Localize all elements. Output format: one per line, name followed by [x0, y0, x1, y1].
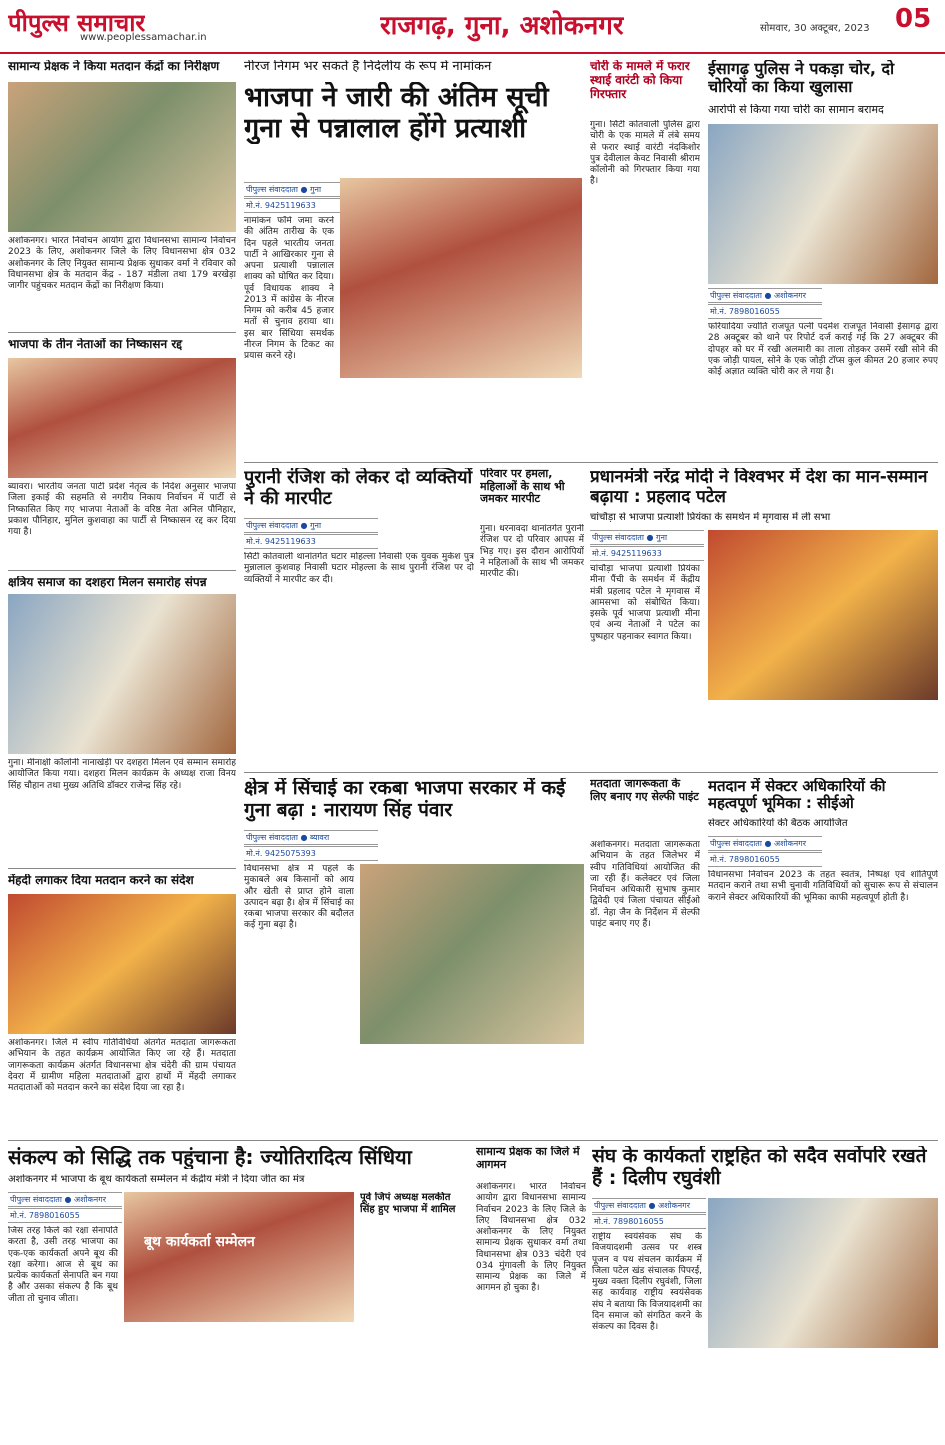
article-body: अशोकनगर। भारत निर्वाचन आयोग द्वारा विधानसभा सामान्य निर्वाचन 2023 के लिए, अशोकनगर जिले के लिए विधानसभा क्षेत्र 032 अशोकनगर के लिए नियुक्त सामान्य प्रेक्षक सुधाकर वर्मा ने रविवार को विधानसभा क्षेत्र के मतदान केंद्र - 187 मंडीला तथा 179 बरखेड़ा जागीर पहुंचकर मतदान केंद्रों का निरीक्षण किया। [8, 236, 236, 291]
news-photo [124, 1192, 354, 1322]
headline: सामान्य प्रेक्षक का जिले में आगमन [476, 1146, 580, 1171]
headline: पुरानी रंजिश को लेकर दो व्यक्तियों ने की मारपीट [244, 468, 473, 509]
article-body: अशोकनगर। मतदाता जागरूकता अभियान के तहत जिलेभर में स्वीप गतिविधियां आयोजित की जा रही हैं। कलेक्टर एवं जिला निर्वाचन अधिकारी सुभाष कुमार द्विवेदी एवं जिला पंचायत सीईओ डॉ. नेहा जैन के निर्देशन में सेल्फी पाइंट बनाए गए हैं। [590, 840, 700, 929]
story-observer-arrival [476, 1146, 586, 1442]
headline: परिवार पर हमला, महिलाओं के साथ भी जमकर मारपीट [480, 468, 565, 506]
masthead [0, 0, 945, 54]
byline: पीपुल्स संवाददाता ● अशोकनगर [708, 836, 822, 851]
website-url[interactable]: www.peoplessamachar.in [80, 32, 207, 43]
article-body: राष्ट्रीय स्वयंसेवक संघ के विजयादशमी उत्सव पर शस्त्र पूजन व पथ संचलन कार्यक्रम में जिला पटेल खंड संचालक पिपरई, मुख्य वक्ता दिलीप रघुवंशी, जिला सह कार्यवाह राष्ट्रीय स्वयंसेवक संघ ने बताया कि विजयादशमी का दिन समाज को संगठित करने के संकल्प का दिवस है। [592, 1232, 702, 1332]
headline: क्षत्रिय समाज का दशहरा मिलन समारोह संपन्न [8, 576, 207, 589]
headline: मतदाता जागरूकता के लिए बनाए गए सेल्फी पाइंट [590, 778, 699, 803]
article-body: अशोकनगर। जिले में स्वीप गतिविधियों अंतर्गत मतदाता जागरूकता अभियान के तहत कार्यक्रम आयोजित किए जा रहे हैं। मतदाता जागरूकता कार्यक्रम अंतर्गत विधानसभा क्षेत्र चंदेरी की ग्राम पंचायत देवरा में ग्रामीण महिला मतदाताओं द्वारा हाथों में मेंहदी लगाकर मतदाताओं को मतदान करने का संदेश दिया जा रहा है। [8, 1038, 236, 1093]
news-photo [8, 82, 236, 232]
article-body: चांचौड़ा भाजपा प्रत्याशी प्रियंका मीना पैंची के समर्थन में केंद्रीय मंत्री प्रहलाद पटेल ने मृगवास में आमसभा को संबोधित किया। इसके पूर्व भाजपा प्रत्याशी मीना एवं अन्य नेताओं ने पटेल का पुष्पहार पहनाकर स्वागत किया। [590, 564, 700, 642]
divider [8, 570, 236, 571]
article-body: गुना। मीनाक्षी कॉलोनी नानाखेड़ी पर दशहरा मिलन एवं सम्मान समारोह आयोजित किया गया। दशहरा मिलन कार्यक्रम के अध्यक्ष राजा विनय सिंह चौहान तथा मुख्य अतिथि डॉक्टर राजेन्द्र सिंह रहे। [8, 758, 236, 791]
article-body: विधानसभा निर्वाचन 2023 के तहत स्वतंत्र, निष्पक्ष एवं शांतिपूर्ण मतदान कराने तथा सभी चुनावी गतिविधियों को सुचारू रूप से संचालन कराने सेक्टर अधिकारियों की भूमिका काफी महत्वपूर्ण होती है। [708, 870, 938, 903]
news-photo [360, 864, 584, 1044]
story-warrant-arrest [590, 60, 700, 460]
story-scindia-resolve [8, 1146, 468, 1442]
headline: ईसागढ़ पुलिस ने पकड़ा चोर, दो चोरियों का किया खुलासा [708, 60, 895, 97]
story-bjp-expulsion [8, 338, 236, 568]
divider [244, 772, 938, 773]
story-family-attack [480, 468, 584, 768]
issue-date: सोमवार, 30 अक्टूबर, 2023 [760, 23, 870, 34]
phone-number: मो.नं. 7898016055 [8, 1208, 122, 1223]
newspaper-logo: पीपुल्स समाचार [8, 9, 146, 37]
byline: पीपुल्स संवाददाता ● गुना [244, 518, 378, 533]
divider [8, 868, 236, 869]
subheadline: आरोपी से किया गया चोरी का सामान बरामद [708, 104, 884, 116]
divider [244, 462, 938, 463]
article-body: फरियादिया ज्योति राजपूत पत्नी पदमेश राजपूत निवासी ईसागढ़ द्वारा 28 अक्टूबर को थाने पर रिपोर्ट दर्ज कराई गई कि 27 अक्टूबर की दोपहर को घर में रखी अलमारी का ताला तोड़कर उसमें रखी सोने की एक जोड़ी पायल, सोने के एक जोड़ी टॉप्स कुल कीमत 20 हजार रुपए कोई अज्ञात व्यक्ति चोरी कर ले गया है। [708, 322, 938, 377]
story-bjp-final-list [244, 60, 582, 460]
news-photo [8, 894, 236, 1034]
headline: क्षेत्र में सिंचाई का रकबा भाजपा सरकार में कई गुना बढ़ा : नारायण सिंह पंवार [244, 778, 566, 821]
story-irrigation [244, 778, 584, 1138]
byline: पीपुल्स संवाददाता ● अशोकनगर [708, 288, 822, 303]
headline: संकल्प को सिद्धि तक पहुंचाना है: ज्योतिरादित्य सिंधिया [8, 1146, 412, 1169]
photo-banner-text: बूथ कार्यकर्ता सम्मेलन [144, 1234, 255, 1250]
phone-number: मो.नं. 9425119633 [244, 534, 378, 549]
news-photo [708, 124, 938, 284]
phone-number: मो.नं. 9425119633 [590, 546, 704, 561]
article-body: सिटी कोतवाली थानांतर्गत घटार मोहल्ला निवासी एक युवक मुकेश पुत्र मुन्नालाल कुशवाह निवासी घटार मोहल्ला के साथ पुरानी रंजिश पर दो व्यक्तियों ने मारपीट कर दी। [244, 552, 474, 585]
byline: पीपुल्स संवाददाता ● अशोकनगर [8, 1192, 122, 1207]
news-photo [8, 594, 236, 754]
headline: मतदान में सेक्टर अधिकारियों की महत्वपूर्ण भूमिका : सीईओ [708, 778, 886, 813]
news-photo [708, 530, 938, 700]
phone-number: मो.नं. 7898016055 [708, 304, 822, 319]
article-body: गुना। धरनावदा थानांतर्गत पुरानी रंजिश पर दो परिवार आपस में भिड़ गए। इस दौरान आरोपियों ने महिलाओं के साथ भी जमकर मारपीट की। [480, 524, 584, 579]
divider [8, 332, 236, 333]
headline: सामान्य प्रेक्षक ने किया मतदान केंद्रों का निरीक्षण [8, 60, 220, 73]
sidebar-headline: पूर्व जिपं अध्यक्ष मलकीत सिंह हुए भाजपा में शामिल [360, 1192, 456, 1215]
news-photo [340, 178, 582, 378]
story-modi-pride [590, 468, 938, 768]
divider [8, 1140, 938, 1141]
byline: पीपुल्स संवाददाता ● गुना [244, 182, 398, 197]
subheadline: अशोकनगर में भाजपा के बूथ कार्यकर्ता सम्मेलन में केंद्रीय मंत्री ने दिया जीत का मंत्र [8, 1174, 305, 1185]
story-isagarh-police [708, 60, 938, 460]
news-photo [708, 1198, 938, 1348]
headline: मेंहदी लगाकर दिया मतदान करने का संदेश [8, 874, 194, 887]
story-mehndi-voting [8, 874, 236, 1136]
article-body: विधानसभा क्षेत्र में पहले के मुकाबले अब किसानों को आय और खेती से प्राप्त होने वाला उत्पादन बढ़ा है। क्षेत्र में सिंचाई का रकबा भाजपा सरकार की बदौलत कई गुना बढ़ा है। [244, 864, 354, 931]
article-body: नामांकन फॉर्म जमा करने की अंतिम तारीख के एक दिन पहले भारतीय जनता पार्टी ने आखिरकार गुना से अपना प्रत्याशी पन्नालाल शाक्य को घोषित कर दिया। पूर्व विधायक शाक्य ने 2013 में कांग्रेस के नीरज निगम को करीब 45 हजार मतों से चुनाव हराया था। इस बार सिंधिया समर्थक नीरज निगम के टिकट का प्रयास करने रहे। [244, 216, 334, 361]
byline: पीपुल्स संवाददाता ● ब्यावरा [244, 830, 378, 845]
story-sector-officers [708, 778, 938, 1138]
story-selfie-point [590, 778, 700, 1138]
phone-number: मो.नं. 9425119633 [244, 198, 398, 213]
kicker: नीरज निगम भर सकते हैं निर्दलीय के रूप में नामांकन [244, 60, 492, 74]
headline: चोरी के मामले में फरार स्थाई वारंटी को किया गिरफ्तार [590, 60, 690, 101]
subheadline: चांचौड़ा से भाजपा प्रत्याशी प्रियंका के समर्थन में मृगवास में ली सभा [590, 512, 831, 523]
region-title: राजगढ़, गुना, अशोकनगर [380, 11, 624, 41]
story-old-enmity [244, 468, 474, 768]
phone-number: मो.नं. 7898016055 [592, 1214, 706, 1229]
page-number: 05 [895, 4, 932, 34]
byline: पीपुल्स संवाददाता ● अशोकनगर [592, 1198, 706, 1213]
story-rss-national-interest [592, 1146, 938, 1442]
article-body: जिस तरह किले को रक्षा सेनापति करता है, उसी तरह भाजपा का एक-एक कार्यकर्ता अपने बूथ की रक्षा करेगा। आज से बूथ का प्रत्येक कार्यकर्ता सेनापति बन गया है और उसका संकल्प है कि बूथ जीता तो चुनाव जीता। [8, 1226, 118, 1304]
phone-number: मो.नं. 7898016055 [708, 852, 822, 867]
byline: पीपुल्स संवाददाता ● गुना [590, 530, 704, 545]
article-body: ब्यावरा। भारतीय जनता पार्टी प्रदेश नेतृत्व के निर्देश अनुसार भाजपा जिला इकाई की सहमति से नगरीय निकाय निर्वाचन में पार्टी से निष्कासित किए गए भाजपा नेताओं के वरिष्ठ नेता अनिल पौनिहार, प्रकाश पौनिहार, मुनिल कुशवाहा का पार्टी से निष्कासन रद्द कर दिया गया है। [8, 482, 236, 537]
headline: भाजपा के तीन नेताओं का निष्कासन रद्द [8, 338, 183, 351]
article-body: गुना। सिटी कोतवाली पुलिस द्वारा चोरी के एक मामले में लंबे समय से फरार स्थाई वारंटी नंदकिशोर पुत्र देवीलाल केवट निवासी श्रीराम कॉलोनी को गिरफ्तार किया गया है। [590, 120, 700, 187]
news-photo [8, 358, 236, 478]
phone-number: मो.नं. 9425075393 [244, 846, 378, 861]
story-observer-inspection [8, 60, 236, 330]
headline: भाजपा ने जारी की अंतिम सूची गुना से पन्नालाल होंगे प्रत्याशी [244, 82, 549, 145]
article-body: अशोकनगर। भारत निर्वाचन आयोग द्वारा विधानसभा सामान्य निर्वाचन 2023 के लिए जिले के लिए विधानसभा क्षेत्र 032 अशोकनगर के लिए नियुक्त सामान्य प्रेक्षक सुधाकर वर्मा तथा विधानसभा क्षेत्र 033 चंदेरी एवं 034 मुंगावली के लिए नियुक्त सामान्य प्रेक्षक का जिले में आगमन हो चुका है। [476, 1182, 586, 1294]
headline: प्रधानमंत्री नरेंद्र मोदी ने विश्वभर में देश का मान-सम्मान बढ़ाया : प्रहलाद पटेल [590, 468, 928, 507]
headline: संघ के कार्यकर्ता राष्ट्रहित को सदैव सर्वोपरि रखते हैं : दिलीप रघुवंशी [592, 1146, 927, 1189]
story-kshatriya-samaj [8, 576, 236, 866]
subheadline: सेक्टर अधिकारियों की बैठक आयोजित [708, 818, 848, 829]
